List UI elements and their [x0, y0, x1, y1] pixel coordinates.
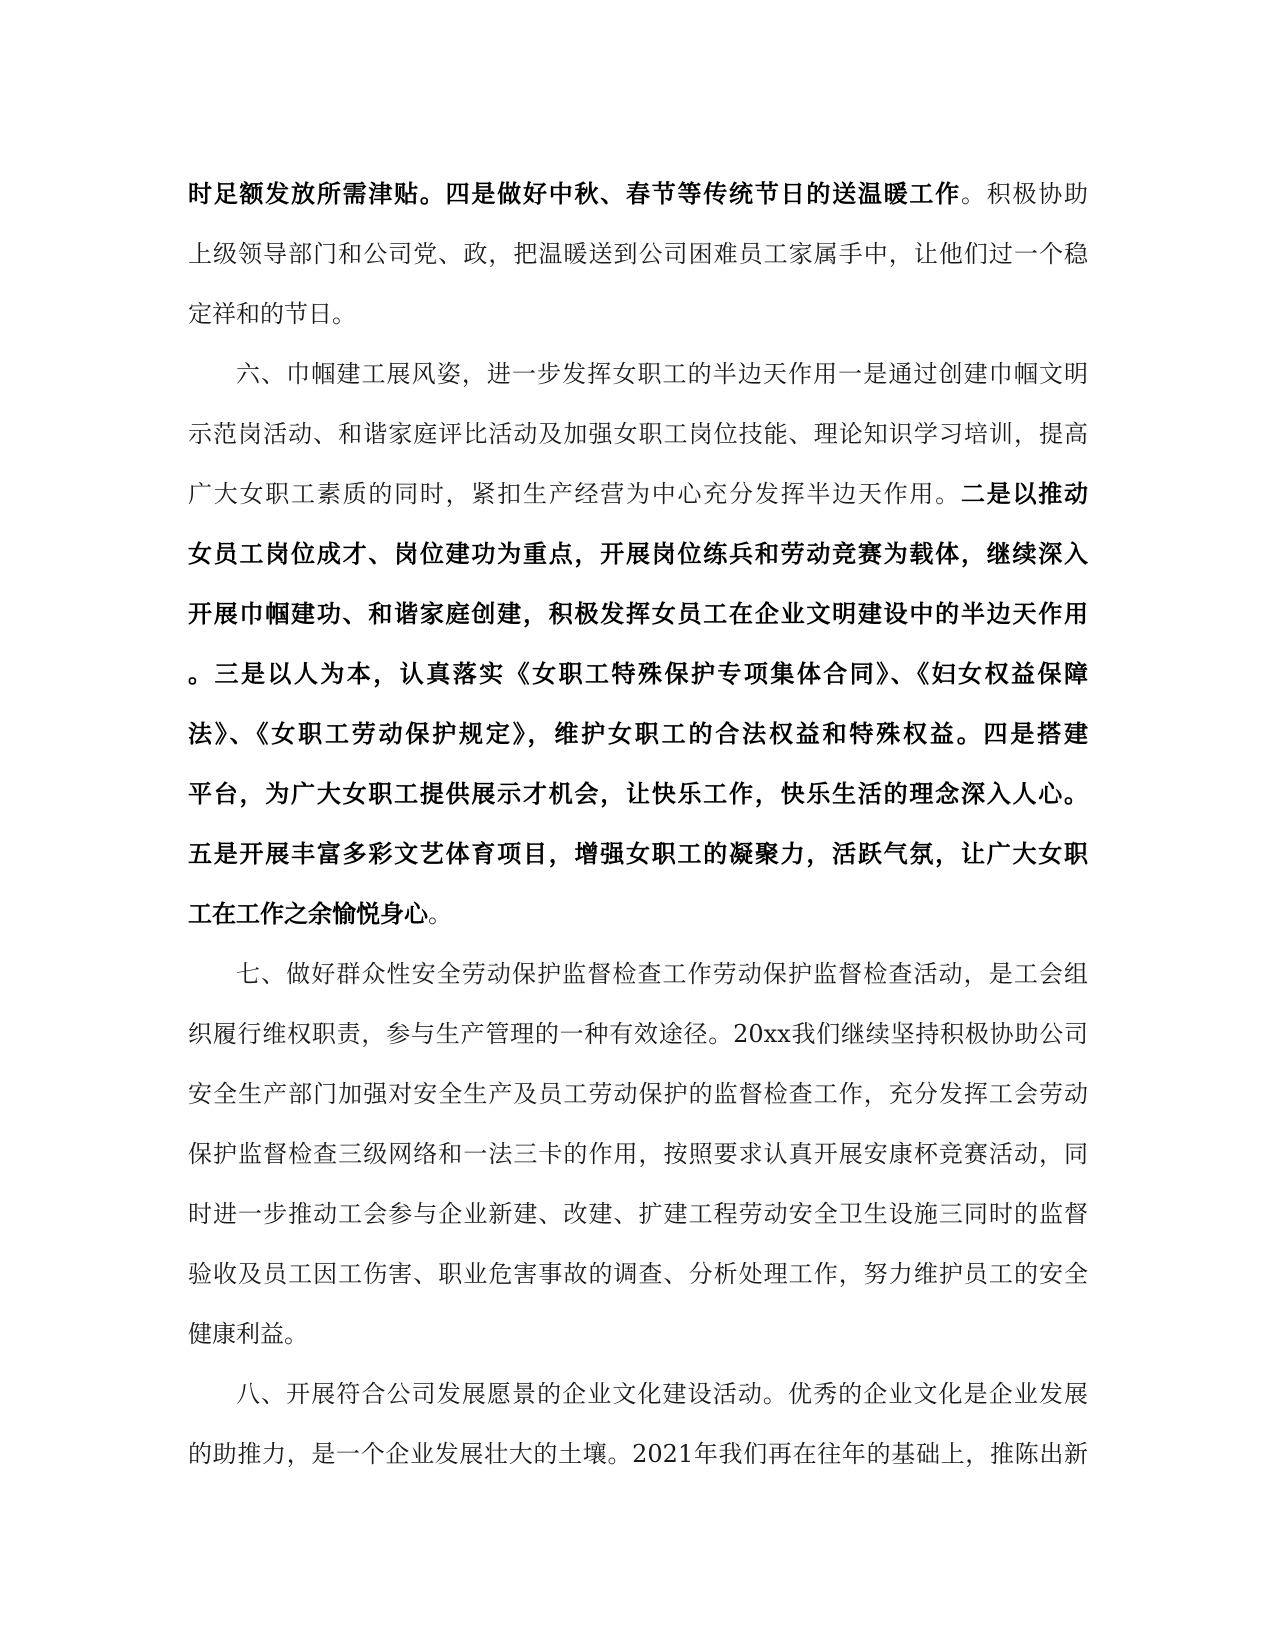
text-run: 健康利益。 [188, 1320, 308, 1348]
text-line [188, 704, 1088, 764]
text-line [188, 1244, 1088, 1304]
text-line [188, 524, 1088, 584]
text-line [188, 284, 1088, 344]
text-run: 示范岗活动、和谐家庭评比活动及加强女职工岗位技能、理论知识学习培训，提高 [188, 420, 1088, 448]
text-line [188, 1124, 1088, 1184]
text-run: 开展巾帼建功、和谐家庭创建，积极发挥女员工在企业文明建设中的半边天作用 [188, 600, 1088, 628]
text-line [188, 464, 1088, 524]
text-line [188, 1304, 1088, 1364]
text-line [188, 764, 1088, 824]
text-run: 保护监督检查三级网络和一法三卡的作用，按照要求认真开展安康杯竞赛活动，同 [188, 1140, 1088, 1168]
text-run: 五是开展丰富多彩文艺体育项目，增强女职工的凝聚力，活跃气氛，让广大女职 [188, 840, 1088, 868]
text-line [188, 1064, 1088, 1124]
text-line [188, 1364, 1088, 1424]
text-run: 。积极协助 [960, 180, 1089, 208]
text-run: 时足额发放所需津贴。四是做好中秋、春节等传统节日的送温暖工作 [188, 180, 961, 208]
text-run: 的助推力，是一个企业发展壮大的土壤。2021年我们再在往年的基础上，推陈出新 [188, 1440, 1088, 1468]
text-line [188, 824, 1088, 884]
text-line [188, 884, 1088, 944]
text-run: 工在工作之余愉悦身心 [188, 900, 428, 928]
document-body [188, 164, 1088, 1484]
text-run: 七、做好群众性安全劳动保护监督检查工作劳动保护监督检查活动，是工会组 [236, 960, 1088, 988]
text-line [188, 404, 1088, 464]
text-line [188, 644, 1088, 704]
text-run: 女员工岗位成才、岗位建功为重点，开展岗位练兵和劳动竞赛为载体，继续深入 [188, 540, 1088, 568]
text-run: 安全生产部门加强对安全生产及员工劳动保护的监督检查工作，充分发挥工会劳动 [188, 1080, 1088, 1108]
text-run: 二是以推动 [960, 480, 1089, 508]
text-run: 。三是以人为本，认真落实《女职工特殊保护专项集体合同》、《妇女权益保障 [188, 660, 1088, 688]
text-line [188, 224, 1088, 284]
text-run: 时进一步推动工会参与企业新建、改建、扩建工程劳动安全卫生设施三同时的监督 [188, 1200, 1088, 1228]
text-run: 上级领导部门和公司党、政，把温暖送到公司困难员工家属手中，让他们过一个稳 [188, 240, 1088, 268]
text-line [188, 584, 1088, 644]
text-run: 平台，为广大女职工提供展示才机会，让快乐工作，快乐生活的理念深入人心。 [188, 780, 1088, 808]
text-run: 广大女职工素质的同时，紧扣生产经营为中心充分发挥半边天作用。 [188, 480, 961, 508]
text-run: 法》、《女职工劳动保护规定》，维护女职工的合法权益和特殊权益。四是搭建 [188, 720, 1088, 748]
text-run: 织履行维权职责，参与生产管理的一种有效途径。20xx我们继续坚持积极协助公司 [188, 1020, 1088, 1048]
text-line [188, 164, 1088, 224]
text-line [188, 1004, 1088, 1064]
text-run: 。 [428, 900, 452, 928]
text-run: 六、巾帼建工展风姿，进一步发挥女职工的半边天作用一是通过创建巾帼文明 [236, 360, 1088, 388]
text-line [188, 1184, 1088, 1244]
text-run: 验收及员工因工伤害、职业危害事故的调查、分析处理工作，努力维护员工的安全 [188, 1260, 1088, 1288]
text-run: 定祥和的节日。 [188, 300, 356, 328]
text-line [188, 944, 1088, 1004]
text-line [188, 1424, 1088, 1484]
text-line [188, 344, 1088, 404]
text-run: 八、开展符合公司发展愿景的企业文化建设活动。优秀的企业文化是企业发展 [236, 1380, 1088, 1408]
